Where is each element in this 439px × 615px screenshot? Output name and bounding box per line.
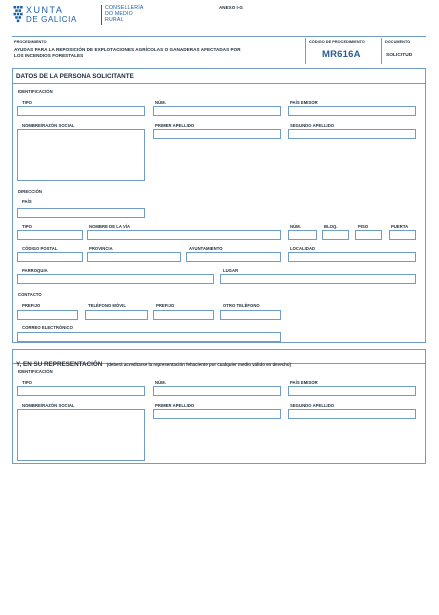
segundo-apellido-field[interactable] xyxy=(288,129,416,139)
bloq-label: BLOQ. xyxy=(324,224,338,229)
telefono-movil-label: TELÉFONO MÓVIL xyxy=(88,303,126,308)
prefijo-label: PREFIJO xyxy=(22,303,41,308)
representative-title-line xyxy=(16,353,291,371)
provincia-label: PROVINCIA xyxy=(89,246,113,251)
rep-nombre-label: NOMBRE/RAZÓN SOCIAL xyxy=(22,403,75,408)
rep-num-label: NÚM. xyxy=(155,380,166,385)
piso-label: PISO xyxy=(358,224,369,229)
rep-segundo-apellido-label: SEGUNDO APELLIDO xyxy=(290,403,335,408)
nombre-via-label: NOMBRE DE LA VÍA xyxy=(89,224,131,229)
num-label: NÚM. xyxy=(155,100,166,105)
rep-primer-apellido-field[interactable] xyxy=(153,409,281,419)
dept-line-3: RURAL xyxy=(105,17,124,23)
tipo-field[interactable] xyxy=(17,106,145,116)
info-top-rule xyxy=(12,36,426,37)
rep-segundo-apellido-field[interactable] xyxy=(288,409,416,419)
puerta-label: PUERTA xyxy=(391,224,409,229)
nombre-field[interactable] xyxy=(17,129,145,181)
procedure-label: PROCEDIMIENTO xyxy=(14,40,47,44)
info-divider-1 xyxy=(305,38,306,64)
info-divider-2 xyxy=(381,38,382,64)
rep-nombre-field[interactable] xyxy=(17,409,145,461)
rep-pais-emisor-label: PAÍS EMISOR xyxy=(290,380,318,385)
code-value: MR616A xyxy=(322,49,361,60)
otro-telefono-field[interactable] xyxy=(220,310,281,320)
direccion-heading: DIRECCIÓN xyxy=(18,189,42,194)
applicant-identification-heading: IDENTIFICACIÓN xyxy=(18,89,53,94)
parroquia-label: PARROQUIA xyxy=(22,268,48,273)
code-label: CÓDIGO DE PROCEDIMIENTO xyxy=(309,40,365,44)
localidad-label: LOCALIDAD xyxy=(290,246,316,251)
annex-label: ANEXO I-G xyxy=(219,5,243,10)
prefijo2-label: PREFIJO xyxy=(156,303,175,308)
representative-title: Y, EN SU REPRESENTACIÓN xyxy=(16,361,103,368)
procedure-text-2: LOS INCENDIOS FORESTALES xyxy=(14,53,84,58)
nombre-label: NOMBRE/RAZÓN SOCIAL xyxy=(22,123,75,128)
rep-tipo-label: TIPO xyxy=(22,380,32,385)
header-divider xyxy=(101,5,102,25)
applicant-title: DATOS DE LA PERSONA SOLICITANTE xyxy=(16,73,134,80)
telefono-movil-field[interactable] xyxy=(85,310,148,320)
lugar-label: LUGAR xyxy=(223,268,239,273)
doc-value: SOLICITUD xyxy=(386,53,413,58)
representative-note: (deberá acreditarse la representación fehaciente por cualquier medio válido en derecho) xyxy=(106,362,291,367)
bloq-field[interactable] xyxy=(322,230,349,240)
dept-line-1: CONSELLERÍA xyxy=(105,5,144,11)
xunta-logo xyxy=(12,4,102,28)
piso-field[interactable] xyxy=(355,230,382,240)
tipo-via-label: TIPO xyxy=(22,224,32,229)
num-via-field[interactable] xyxy=(288,230,317,240)
tipo-via-field[interactable] xyxy=(17,230,83,240)
rep-primer-apellido-label: PRIMER APELLIDO xyxy=(155,403,195,408)
correo-label: CORREO ELECTRÓNICO xyxy=(22,325,73,330)
otro-telefono-label: OTRO TELÉFONO xyxy=(223,303,260,308)
dept-line-2: DO MEDIO xyxy=(105,11,133,17)
prefijo2-field[interactable] xyxy=(153,310,214,320)
procedure-text-1: AYUDAS PARA LA REPOSICIÓN DE EXPLOTACIONES AGRÍCOLAS O GANADERAS AFECTADAS POR xyxy=(14,47,241,52)
galicia-emblem-icon xyxy=(12,5,24,23)
pais-emisor-label: PAÍS EMISOR xyxy=(290,100,318,105)
parroquia-field[interactable] xyxy=(17,274,214,284)
logo-line-1: XUNTA xyxy=(26,5,64,15)
rep-identification-heading: IDENTIFICACIÓN xyxy=(18,369,53,374)
contacto-heading: CONTACTO xyxy=(18,292,42,297)
codigo-postal-label: CÓDIGO POSTAL xyxy=(22,246,58,251)
pais-field[interactable] xyxy=(17,208,145,218)
ayuntamiento-field[interactable] xyxy=(186,252,281,262)
codigo-postal-field[interactable] xyxy=(17,252,83,262)
rep-tipo-field[interactable] xyxy=(17,386,145,396)
nombre-via-field[interactable] xyxy=(87,230,281,240)
rep-pais-emisor-field[interactable] xyxy=(288,386,416,396)
provincia-field[interactable] xyxy=(87,252,181,262)
segundo-apellido-label: SEGUNDO APELLIDO xyxy=(290,123,335,128)
correo-field[interactable] xyxy=(17,332,281,342)
ayuntamiento-label: AYUNTAMIENTO xyxy=(189,246,223,251)
num-field[interactable] xyxy=(153,106,281,116)
pais-label: PAÍS xyxy=(22,199,32,204)
puerta-field[interactable] xyxy=(389,230,416,240)
tipo-label: TIPO xyxy=(22,100,32,105)
pais-emisor-field[interactable] xyxy=(288,106,416,116)
prefijo-field[interactable] xyxy=(17,310,78,320)
lugar-field[interactable] xyxy=(220,274,416,284)
logo-line-2: DE GALICIA xyxy=(26,15,77,24)
doc-label: DOCUMENTO xyxy=(385,40,411,44)
rep-num-field[interactable] xyxy=(153,386,281,396)
primer-apellido-field[interactable] xyxy=(153,129,281,139)
localidad-field[interactable] xyxy=(288,252,416,262)
applicant-title-rule xyxy=(12,83,426,84)
primer-apellido-label: PRIMER APELLIDO xyxy=(155,123,195,128)
num-via-label: NÚM. xyxy=(290,224,301,229)
